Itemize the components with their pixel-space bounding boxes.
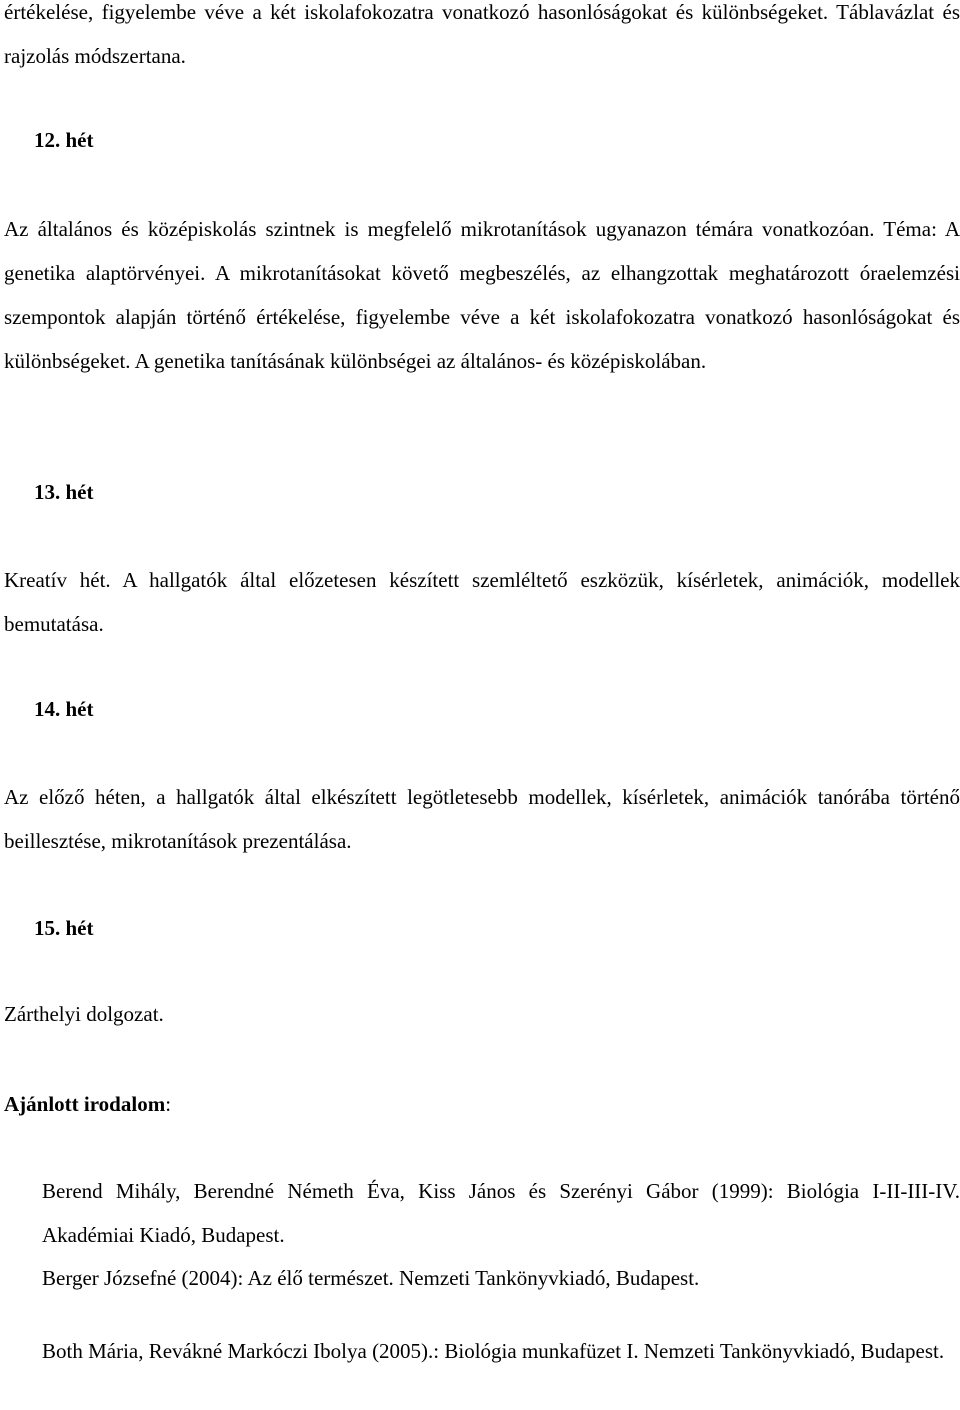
literature-heading: Ajánlott irodalom (4, 1092, 166, 1116)
week-12-title: 12. hét (34, 128, 94, 152)
literature-item: Berger Józsefné (2004): Az élő természet. Nemzeti Tankönyvkiadó, Budapest. (42, 1266, 700, 1290)
week-13-title: 13. hét (34, 480, 94, 504)
week-13-paragraph: Kreatív hét. A hallgatók által előzetesen készített szemléltető eszközük, kísérletek, animációk, modellek bemutatása. (4, 568, 960, 636)
week-15-paragraph: Zárthelyi dolgozat. (4, 1002, 164, 1026)
week-14-paragraph: Az előző héten, a hallgatók által elkészített legötletesebb modellek, kísérletek, animációk tanórába történő beillesztése, mikrotanítások prezentálása. (4, 785, 960, 853)
literature-heading-colon: : (165, 1092, 172, 1116)
week-12-paragraph: Az általános és középiskolás szintnek is megfelelő mikrotanítások ugyanazon témára vonatkozóan. Téma: A genetika alaptörvényei. A mikrotanításokat követő megbeszélés, az elhangzottak meghatározott óraelemzési szempontok alapján történő értékelése, figyelembe véve a két iskolafokozatra vonatkozó hasonlóságokat és különbségeket. A genetika tanításának különbségei az általános- és középiskolában. (4, 217, 960, 373)
literature-item: Both Mária, Revákné Markóczi Ibolya (2005).: Biológia munkafüzet I. Nemzeti Tankönyvkiadó, Budapest. (42, 1339, 945, 1363)
week-15-title: 15. hét (34, 916, 94, 940)
literature-heading-line (4, 1091, 171, 1117)
intro-paragraph: értékelése, figyelembe véve a két iskolafokozatra vonatkozó hasonlóságokat és különbségeket. Táblavázlat és rajzolás módszertana. (4, 0, 960, 68)
literature-item: Berend Mihály, Berendné Németh Éva, Kiss János és Szerényi Gábor (1999): Biológia I-II-III-IV. Akadémiai Kiadó, Budapest. (42, 1179, 960, 1247)
week-14-title: 14. hét (34, 697, 94, 721)
